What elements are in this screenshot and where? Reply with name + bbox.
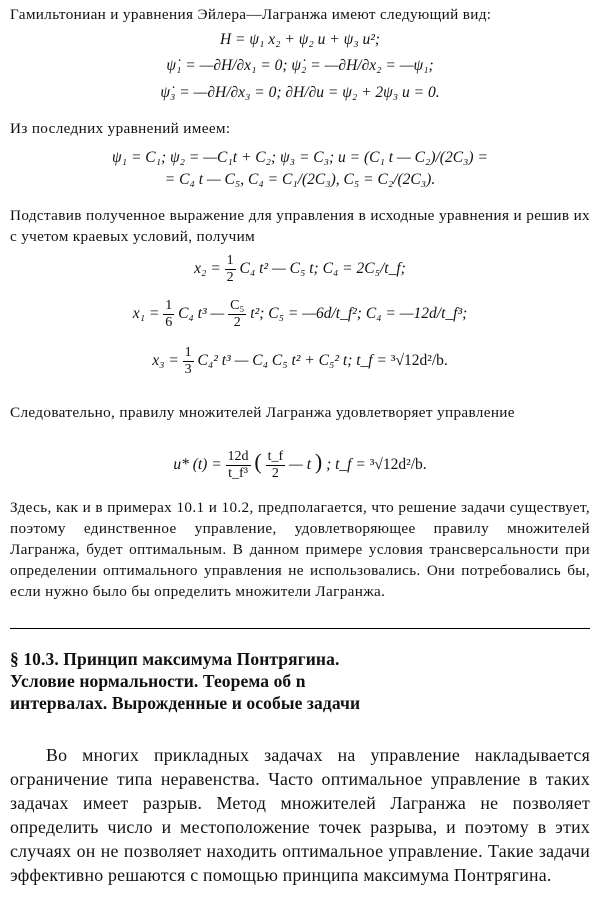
denominator: t_f³ bbox=[228, 465, 248, 481]
section-heading bbox=[10, 648, 590, 714]
equation-costate-2: ψ̇₃ = —∂H/∂x₃ = 0; ∂H/∂u = ψ₂ + 2ψ₃ u = 0. bbox=[160, 84, 440, 101]
numerator: t_f bbox=[267, 448, 284, 464]
paragraph-here: Здесь, как и в примерах 10.1 и 10.2, предполагается, что решение задачи существует, поэтому единственное управление, удовлетворяющее правилу множителей Лагранжа, будет оптимальным. В данном примере условия трансверсальности при определении оптимального управления не использовались. Они потребовались бы, если нужно было бы определить множители Лагранжа. bbox=[10, 499, 590, 600]
section-heading-line-1: § 10.3. Принцип максимума Понтрягина. bbox=[10, 649, 340, 669]
cube-root-expression: ³√12d²/b. bbox=[390, 352, 448, 370]
numerator: 12d bbox=[227, 448, 249, 464]
eq-x3-rhs: C₄² t³ — C₄ C₅ t² + C₅² t; t_f = bbox=[197, 352, 387, 370]
fraction-tf-half bbox=[266, 449, 286, 482]
equation-x3 bbox=[10, 345, 590, 378]
fraction-c5-half bbox=[228, 298, 246, 331]
equation-x2 bbox=[10, 253, 590, 286]
equation-constants: = C₄ t — C₅, C₄ = C₁/(2C₃), C₅ = C₂/(2C₃). bbox=[164, 171, 436, 188]
eq-u-minus-t: — t bbox=[289, 456, 312, 473]
eq-x1-mid: C₄ t³ — bbox=[178, 305, 225, 323]
fraction-one-third bbox=[183, 345, 194, 378]
cube-root-expression: ³√12d²/b. bbox=[369, 456, 427, 473]
equation-costate-1: ψ̇₁ = —∂H/∂x₁ = 0; ψ̇₂ = —∂H/∂x₂ = —ψ₁; bbox=[166, 57, 434, 74]
denominator: 2 bbox=[233, 315, 241, 330]
paren-close: ) bbox=[314, 449, 323, 474]
equation-hamiltonian: H = ψ₁ x₂ + ψ₂ u + ψ₃ u²; bbox=[219, 31, 381, 48]
eq-x2-rhs: C₄ t² — C₅ t; C₄ = 2C₅/t_f; bbox=[239, 260, 406, 278]
denominator: 3 bbox=[184, 362, 192, 377]
fraction-one-half bbox=[225, 253, 236, 286]
equation-x1 bbox=[10, 298, 590, 331]
numerator: C₅ bbox=[230, 298, 245, 313]
paragraph-therefore: Следовательно, правилу множителей Лагранжа удовлетворяет управление bbox=[10, 404, 515, 421]
equation-psi-solutions: ψ₁ = C₁; ψ₂ = —C₁t + C₂; ψ₃ = C₃; u = (C₁ t — C₂)/(2C₃) = bbox=[112, 149, 488, 166]
intro-paragraph: Гамильтониан и уравнения Эйлера—Лагранжа имеют следующий вид: bbox=[10, 6, 492, 23]
denominator: 6 bbox=[165, 315, 173, 330]
numerator: 1 bbox=[165, 298, 173, 313]
section-heading-line-2: Условие нормальности. Теорема об n bbox=[10, 671, 306, 691]
paren-open: ( bbox=[254, 449, 262, 474]
paragraph-applied-problems: Во многих прикладных задачах на управление накладывается ограничение типа неравенства. Часто оптимальное управление в таких задачах имеет разрыв. Метод множителей Лагранжа не позволяет определить число и местоположение точек разрыва, и поэтому в этих случаях он не позволяет находить оптимальное управление. Такие задачи эффективно решаются с помощью принципа максимума Понтрягина. bbox=[10, 745, 590, 885]
fraction-12d-tf3 bbox=[226, 449, 251, 482]
fraction-one-sixth bbox=[163, 298, 174, 331]
numerator: 1 bbox=[184, 345, 192, 360]
eq-u-rhs: ; t_f = bbox=[326, 456, 366, 473]
numerator: 1 bbox=[226, 253, 234, 268]
denominator: 2 bbox=[271, 465, 279, 481]
eq-u-lhs: u* (t) = bbox=[173, 456, 222, 473]
denominator: 2 bbox=[226, 270, 234, 285]
section-divider bbox=[10, 628, 590, 629]
paragraph-substitute: Подставив полученное выражение для управления в исходные уравнения и решив их с учетом краевых условий, получим bbox=[10, 207, 590, 245]
section-heading-line-3: интервалах. Вырожденные и особые задачи bbox=[10, 693, 361, 713]
eq-x1-lhs: x₁ = bbox=[132, 305, 160, 323]
eq-x3-lhs: x₃ = bbox=[152, 352, 179, 370]
equation-optimal-control bbox=[10, 448, 590, 482]
eq-x1-rhs: t²; C₅ = —6d/t_f²; C₄ = —12d/t_f³; bbox=[250, 305, 468, 323]
paragraph-from-last: Из последних уравнений имеем: bbox=[10, 120, 231, 137]
eq-x2-lhs: x₂ = bbox=[194, 260, 221, 278]
